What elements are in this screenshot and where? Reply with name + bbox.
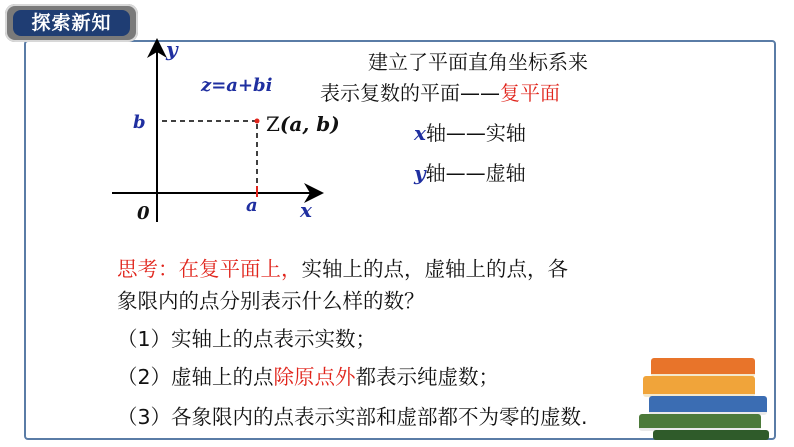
books-illustration xyxy=(637,358,773,440)
point-label xyxy=(266,112,340,136)
definition-line2-prefix: 表示复数的平面—— xyxy=(320,81,500,105)
question-prefix: 思考：在复平面上， xyxy=(117,257,302,281)
answer-1: （1）实轴上的点表示实数； xyxy=(117,327,377,351)
definition-line2 xyxy=(320,77,560,106)
y-axis-label: y xyxy=(166,37,178,61)
answer-2-suffix: 都表示纯虚数； xyxy=(355,365,500,389)
point-label-prefix: Z xyxy=(266,112,280,136)
complex-plane-term: 复平面 xyxy=(500,81,560,105)
section-tab-label: 探索新知 xyxy=(13,10,130,36)
formula-label: z=a+bi xyxy=(201,75,273,96)
definition-line1: 建立了平面直角坐标系来 xyxy=(368,50,588,74)
x-axis-definition xyxy=(414,117,526,146)
question-line1 xyxy=(117,252,568,282)
y-axis-definition xyxy=(414,157,526,186)
b-label: b xyxy=(133,112,146,133)
question-line2: 象限内的点分别表示什么样的数？ xyxy=(117,289,425,313)
point-label-coords: (a, b) xyxy=(279,112,340,136)
answer-2-highlight: 除原点外 xyxy=(273,365,356,389)
y-axis-def-text: 轴——虚轴 xyxy=(425,161,526,185)
x-axis-label: x xyxy=(300,198,312,222)
answer-2 xyxy=(117,360,499,390)
x-axis-def-text: 轴——实轴 xyxy=(425,121,526,145)
answer-2-prefix: （2）虚轴上的点 xyxy=(117,365,274,389)
a-label: a xyxy=(246,195,258,216)
origin-label: 0 xyxy=(137,203,150,224)
point-z xyxy=(255,119,260,124)
x-axis-var: x xyxy=(414,121,426,145)
answer-3: （3）各象限内的点表示实部和虚部都不为零的虚数. xyxy=(117,405,588,429)
y-axis-var: y xyxy=(414,161,426,185)
question-rest: 实轴上的点，虚轴上的点，各 xyxy=(301,257,568,281)
